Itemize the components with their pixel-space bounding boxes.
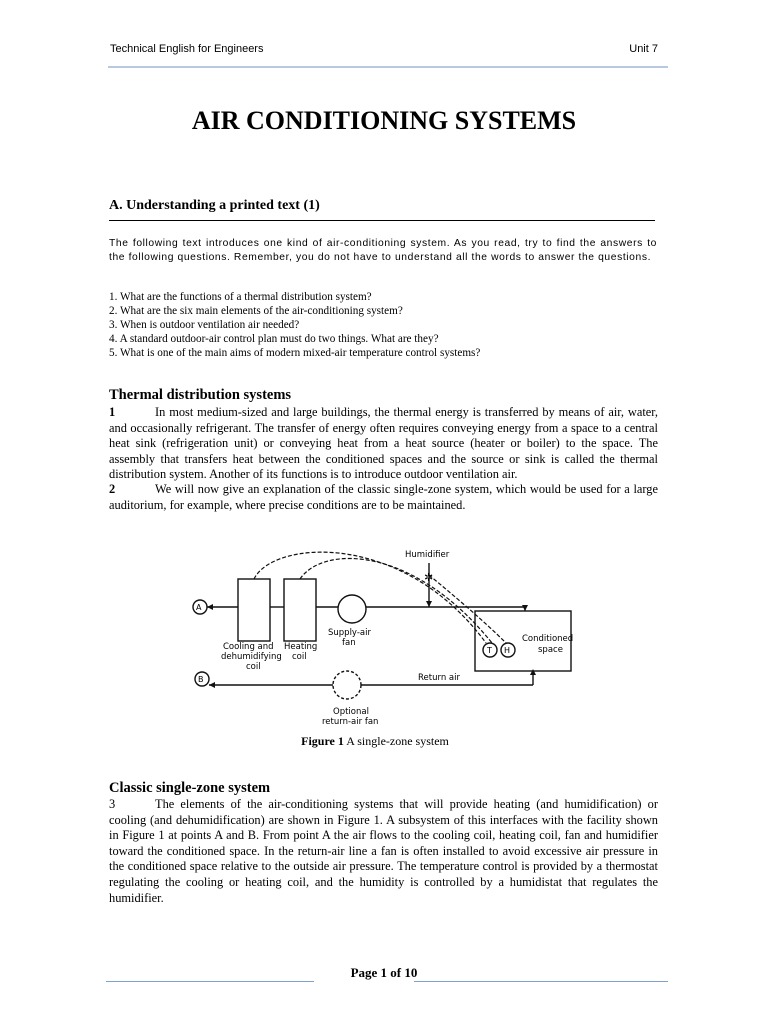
- thermostat-label: T: [487, 646, 492, 655]
- return-fan-label: return-air fan: [322, 717, 379, 727]
- footer-rule-left: [106, 981, 314, 982]
- return-air-label: Return air: [418, 673, 460, 683]
- question-item: 5. What is one of the main aims of modern mixed-air temperature control systems?: [109, 347, 481, 359]
- figure-caption: [0, 734, 750, 749]
- paragraph-3-number: 3: [109, 797, 116, 811]
- humidifier-symbol: ✲: [424, 571, 434, 584]
- section-a-rule: [109, 220, 655, 221]
- footer-rule-right: [414, 981, 668, 982]
- thermal-heading: Thermal distribution systems: [109, 387, 292, 403]
- figure-caption-label: Figure 1: [301, 734, 344, 748]
- conditioned-space-label: space: [538, 645, 563, 655]
- single-zone-system-diagram: [183, 535, 603, 735]
- supply-fan-label: fan: [342, 638, 356, 648]
- question-list: [109, 290, 669, 360]
- page-header-left: Technical English for Engineers: [110, 43, 264, 55]
- supply-fan-label: Supply-air: [328, 628, 371, 638]
- paragraph-1-number: 1: [109, 405, 116, 419]
- flow-arrow: [209, 682, 215, 688]
- cooling-coil-label: coil: [246, 662, 261, 672]
- paragraph-3: [109, 797, 658, 906]
- paragraph-1: [109, 405, 658, 483]
- intro-paragraph: The following text introduces one kind of air-conditioning system. As you read, try to find the answers to the following questions. Remember, you do not have to understand all the words to answer the questions.: [109, 238, 657, 263]
- cooling-coil: [238, 579, 270, 641]
- control-line-humidifier: [429, 575, 506, 643]
- return-fan-label: Optional: [333, 707, 369, 717]
- question-item: 4. A standard outdoor-air control plan must do two things. What are they?: [109, 333, 439, 345]
- section-a-heading: A. Understanding a printed text (1): [109, 198, 320, 213]
- header-rule: [108, 66, 668, 68]
- classic-heading: Classic single-zone system: [109, 780, 271, 796]
- humidifier-label: Humidifier: [405, 550, 450, 560]
- point-a-label: A: [196, 603, 202, 612]
- flow-arrow: [530, 669, 536, 675]
- cooling-coil-label: dehumidifying: [221, 652, 282, 662]
- question-item: 3. When is outdoor ventilation air needed?: [109, 319, 300, 331]
- flow-arrow: [426, 601, 432, 607]
- page-header-right: Unit 7: [629, 43, 658, 55]
- paragraph-3-text: The elements of the air-conditioning systems that will provide heating (and humidification) or cooling (and dehumidification) are shown in Figure 1. A subsystem of this interfaces with the facility shown in Figure 1 at points A and B. From point A the air flows to the cooling coil, heating coil, fan and humidifier toward the conditioned space. In the return-air line a fan is often installed to avoid excessive air pressure in the conditioned space relative to the outside air pressure. The temperature control is provided by a thermostat regulating the cooling or heating coil, and the humidity is controlled by a humidistat that regulates the humidifier.: [109, 797, 658, 905]
- paragraph-2: [109, 482, 658, 513]
- flow-arrow: [207, 604, 213, 610]
- supply-air-fan: [338, 595, 366, 623]
- question-item: 2. What are the six main elements of the air-conditioning system?: [109, 305, 403, 317]
- flow-arrow: [522, 605, 528, 611]
- paragraph-1-text: In most medium-sized and large buildings, the thermal energy is transferred by means of air, water, and occasionally refrigerant. The transfer of energy often requires conveying energy from a space to a central heat sink (refrigeration unit) or conveying heat from a heat source (heater or boiler) to the space. The assembly that transfers heat between the conditioned spaces and the source or sink is called the thermal distribution system. Another of its functions is to introduce outdoor ventilation air.: [109, 405, 658, 482]
- humidistat-label: H: [504, 646, 511, 655]
- heating-coil-label: coil: [292, 652, 307, 662]
- paragraph-2-number: 2: [109, 482, 116, 496]
- conditioned-space-label: Conditioned: [522, 634, 574, 644]
- heating-coil-label: Heating: [284, 642, 318, 652]
- paragraph-2-text: We will now give an explanation of the classic single-zone system, which would be used for a large auditorium, for example, where precise conditions are to be maintained.: [109, 482, 658, 512]
- page-number: Page 1 of 10: [350, 965, 418, 980]
- heating-coil: [284, 579, 316, 641]
- cooling-coil-label: Cooling and: [223, 642, 274, 652]
- figure-caption-text: A single-zone system: [343, 734, 449, 748]
- optional-return-air-fan: [333, 671, 361, 699]
- question-item: 1. What are the functions of a thermal distribution system?: [109, 291, 372, 303]
- document-title: AIR CONDITIONING SYSTEMS: [191, 106, 577, 135]
- point-b-label: B: [198, 675, 204, 684]
